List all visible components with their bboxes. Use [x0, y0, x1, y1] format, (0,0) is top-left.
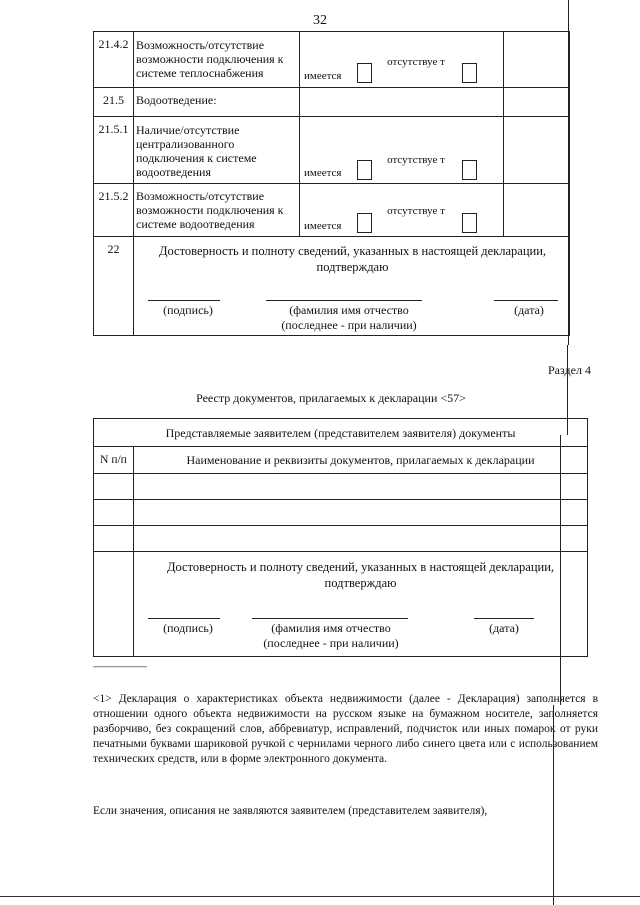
- option-cell: [300, 32, 504, 88]
- date-caption: (дата): [514, 303, 544, 317]
- empty-cell: [94, 500, 134, 526]
- option-absent-label: отсутствуе т: [387, 205, 445, 217]
- scan-line: [567, 345, 568, 435]
- col-name-header: Наименование и реквизиты документов, прилагаемых к декларации: [134, 447, 588, 474]
- empty-cell: [300, 88, 504, 117]
- signature-caption: (подпись): [163, 621, 213, 635]
- signature-caption: (подпись): [163, 303, 213, 317]
- date-line: [494, 300, 558, 301]
- registry-header: Представляемые заявителем (представителем заявителя) документы: [94, 419, 588, 447]
- col-number-header: N п/п: [94, 447, 134, 474]
- row-description: Водоотведение:: [134, 88, 300, 117]
- checkbox-present[interactable]: [357, 213, 372, 233]
- table-header-row: [94, 419, 588, 447]
- footnote-text: <1> Декларация о характеристиках объекта недвижимости (далее - Декларация) заполняется в отношении одного объекта недвижимости на русском языке на бумажном носителе, заполняется разборчиво, без сокращений слов, аббревиатур, исправлений, подчисток или иных помарок от руки печатными буквами шариковой ручкой с чернилами черного либо синего цвета или с использованием технических средств, или в форме электронного документа.: [93, 693, 598, 765]
- name-caption-2: (последнее - при наличии): [281, 318, 417, 332]
- row-number: 21.4.2: [94, 32, 134, 88]
- name-line: [266, 300, 422, 301]
- table-row: [94, 526, 588, 552]
- table-row: [94, 237, 570, 336]
- empty-cell: [504, 88, 570, 117]
- option-absent-label: отсутствуе т: [387, 154, 445, 166]
- option-present-label: имеется: [304, 220, 342, 232]
- row-number: 21.5.2: [94, 184, 134, 237]
- footnote-separator: --------------------------------: [93, 662, 147, 671]
- confirmation-text: Достоверность и полноту сведений, указанных в настоящей декларации, подтверждаю: [166, 560, 555, 590]
- name-caption-1: (фамилия имя отчество: [271, 621, 391, 635]
- checkbox-present[interactable]: [357, 160, 372, 180]
- section-label: Раздел 4: [548, 363, 591, 377]
- scan-line: [568, 0, 569, 345]
- page-number: 32: [313, 13, 327, 28]
- row-description: Возможность/отсутствие возможности подключения к системе теплоснабжения: [134, 32, 300, 88]
- checkbox-absent[interactable]: [462, 160, 477, 180]
- option-absent-label: отсутствуе т: [387, 56, 445, 68]
- name-caption-2: (последнее - при наличии): [263, 636, 399, 650]
- empty-cell: [504, 117, 570, 184]
- date-caption: (дата): [489, 621, 519, 635]
- signature-line: [148, 300, 220, 301]
- empty-cell: [504, 32, 570, 88]
- checkbox-present[interactable]: [357, 63, 372, 83]
- date-line: [474, 618, 534, 619]
- table-row: [94, 184, 570, 237]
- empty-cell: [134, 474, 588, 500]
- confirmation-cell: [134, 552, 588, 657]
- row-description: Наличие/отсутствие централизованного подключения к системе водоотведения: [134, 117, 300, 184]
- confirmation-cell: [134, 237, 570, 336]
- option-present-label: имеется: [304, 70, 342, 82]
- table-row: [94, 117, 570, 184]
- option-cell: [300, 184, 504, 237]
- option-present-label: имеется: [304, 167, 342, 179]
- row-number: 22: [94, 237, 134, 336]
- table-header-row: [94, 447, 588, 474]
- row-number: 21.5: [94, 88, 134, 117]
- empty-cell: [504, 184, 570, 237]
- empty-cell: [134, 500, 588, 526]
- body-paragraph: Если значения, описания не заявляются заявителем (представителем заявителя),: [93, 805, 488, 817]
- signature-line: [148, 618, 220, 619]
- table-row: [94, 88, 570, 117]
- table-row: [94, 32, 570, 88]
- table-row: [94, 500, 588, 526]
- table-row: [94, 474, 588, 500]
- name-caption-1: (фамилия имя отчество: [289, 303, 409, 317]
- checkbox-absent[interactable]: [462, 63, 477, 83]
- empty-cell: [94, 526, 134, 552]
- table-row: [94, 552, 588, 657]
- characteristics-table: [93, 31, 570, 336]
- name-line: [252, 618, 408, 619]
- checkbox-absent[interactable]: [462, 213, 477, 233]
- scan-line: [553, 705, 554, 905]
- scan-line: [560, 435, 561, 705]
- empty-cell: [94, 474, 134, 500]
- registry-table: [93, 418, 588, 657]
- empty-cell: [134, 526, 588, 552]
- confirmation-text: Достоверность и полноту сведений, указанных в настоящей декларации, подтверждаю: [158, 244, 547, 274]
- empty-cell: [94, 552, 134, 657]
- option-cell: [300, 117, 504, 184]
- registry-title: Реестр документов, прилагаемых к декларации <57>: [196, 391, 466, 405]
- row-number: 21.5.1: [94, 117, 134, 184]
- bottom-rule: [0, 896, 640, 897]
- row-description: Возможность/отсутствие возможности подключения к системе водоотведения: [134, 184, 300, 237]
